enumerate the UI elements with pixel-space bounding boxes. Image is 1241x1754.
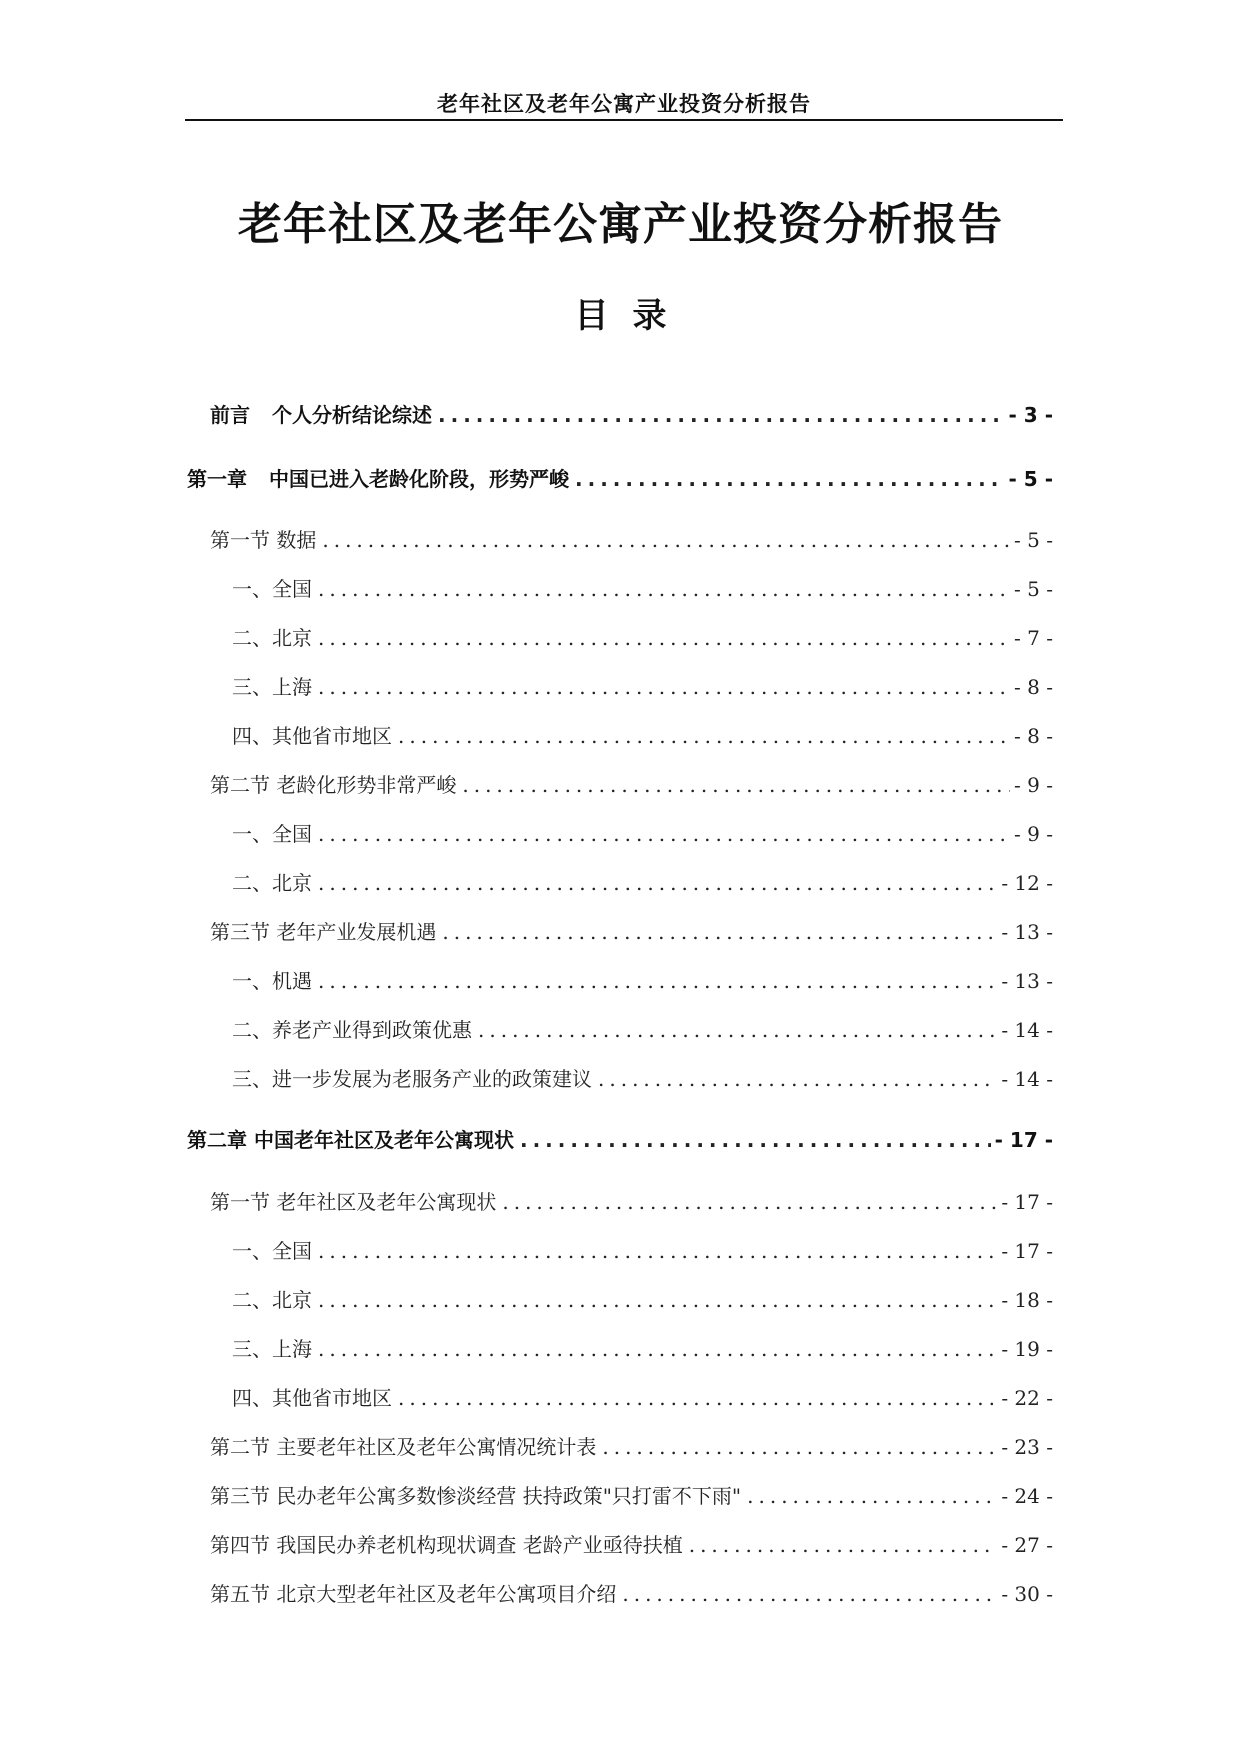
- toc-leader-dots: [318, 1238, 997, 1264]
- toc-entry-item[interactable]: [232, 674, 1053, 700]
- toc-entry-item[interactable]: [232, 1017, 1053, 1043]
- toc-entry-label: 一、机遇: [232, 969, 312, 993]
- toc-heading-char-2: 录: [632, 296, 667, 336]
- toc-entry-label: 第四节 我国民办养老机构现状调查 老龄产业亟待扶植: [210, 1533, 683, 1557]
- toc-entry-label: 三、上海: [232, 675, 312, 699]
- toc-leader-dots: [318, 968, 997, 994]
- toc-leader-dots: [598, 1066, 997, 1092]
- toc-entry-label: 四、其他省市地区: [232, 1386, 392, 1410]
- toc-leader-dots: [318, 1287, 997, 1313]
- toc-page-number: - 17 -: [1001, 1239, 1053, 1263]
- running-header: 老年社区及老年公寓产业投资分析报告: [437, 92, 811, 116]
- document-title: 老年社区及老年公寓产业投资分析报告: [238, 199, 1003, 250]
- toc-page-number: - 8 -: [1014, 675, 1053, 699]
- toc-entry-ch2-sec5[interactable]: [210, 1581, 1053, 1607]
- toc-entry-label: 四、其他省市地区: [232, 724, 392, 748]
- toc-page-number: - 5 -: [1014, 577, 1053, 601]
- toc-entry-label: 一、全国: [232, 822, 312, 846]
- toc-entry-label: 第三节 老年产业发展机遇: [210, 920, 437, 944]
- toc-entry-item[interactable]: [232, 1336, 1053, 1362]
- toc-entry-label: 第三节 民办老年公寓多数惨淡经营 扶持政策"只打雷不下雨": [210, 1484, 742, 1508]
- toc-entry-label: 第二节 主要老年社区及老年公寓情况统计表: [210, 1435, 597, 1459]
- toc-entry-label: 三、进一步发展为老服务产业的政策建议: [232, 1067, 592, 1091]
- toc-page-number: - 13 -: [1001, 920, 1053, 944]
- toc-page-number: - 7 -: [1014, 626, 1053, 650]
- toc-entry-label: 第二章 中国老年社区及老年公寓现状: [187, 1128, 514, 1152]
- toc-page-number: - 17 -: [994, 1128, 1053, 1152]
- toc-entry-label: 二、北京: [232, 626, 312, 650]
- toc-leader-dots: [398, 723, 1010, 749]
- toc-entry-ch1-sec1[interactable]: [210, 527, 1053, 553]
- toc-leader-dots: [520, 1127, 991, 1153]
- toc-leader-dots: [318, 821, 1010, 847]
- toc-page-number: - 18 -: [1001, 1288, 1053, 1312]
- toc-leader-dots: [322, 527, 1010, 553]
- toc-entry-item[interactable]: [232, 870, 1053, 896]
- toc-entry-item[interactable]: [232, 1385, 1053, 1411]
- toc-entry-label: 第五节 北京大型老年社区及老年公寓项目介绍: [210, 1582, 617, 1606]
- toc-leader-dots: [478, 1017, 997, 1043]
- toc-entry-item[interactable]: [232, 1066, 1053, 1092]
- toc-entry-label: 二、北京: [232, 1288, 312, 1312]
- toc-page-number: - 23 -: [1001, 1435, 1053, 1459]
- toc-page-number: - 9 -: [1014, 773, 1053, 797]
- toc-leader-dots: [747, 1483, 997, 1509]
- toc-page-number: - 14 -: [1001, 1018, 1053, 1042]
- toc-page-number: - 12 -: [1001, 871, 1053, 895]
- toc-entry-label: 第一节 数据: [210, 528, 317, 552]
- toc-entry-label: 二、养老产业得到政策优惠: [232, 1018, 472, 1042]
- toc-entry-chapter-1[interactable]: [187, 466, 1053, 492]
- toc-entry-preface[interactable]: [210, 402, 1053, 428]
- toc-entry-item[interactable]: [232, 1287, 1053, 1313]
- toc-page-number: - 9 -: [1014, 822, 1053, 846]
- toc-entry-ch2-sec2[interactable]: [210, 1434, 1053, 1460]
- toc-entry-label: 第二节 老龄化形势非常严峻: [210, 773, 457, 797]
- toc-entry-label: 二、北京: [232, 871, 312, 895]
- toc-entry-item[interactable]: [232, 1238, 1053, 1264]
- toc-page-number: - 14 -: [1001, 1067, 1053, 1091]
- toc-entry-ch1-sec3[interactable]: [210, 919, 1053, 945]
- toc-page-number: - 3 -: [1008, 403, 1053, 427]
- toc-entry-item[interactable]: [232, 968, 1053, 994]
- toc-entry-label: 三、上海: [232, 1337, 312, 1361]
- toc-leader-dots: [622, 1581, 997, 1607]
- toc-leader-dots: [438, 402, 1005, 428]
- toc-page-number: - 5 -: [1014, 528, 1053, 552]
- toc-entry-label: 第一章 中国已进入老龄化阶段，形势严峻: [187, 467, 569, 491]
- toc-page-number: - 22 -: [1001, 1386, 1053, 1410]
- toc-entry-item[interactable]: [232, 625, 1053, 651]
- toc-entry-ch2-sec4[interactable]: [210, 1532, 1053, 1558]
- toc-entry-ch2-sec3[interactable]: [210, 1483, 1053, 1509]
- toc-page-number: - 13 -: [1001, 969, 1053, 993]
- toc-page-number: - 17 -: [1001, 1190, 1053, 1214]
- toc-entry-item[interactable]: [232, 821, 1053, 847]
- toc-leader-dots: [318, 625, 1010, 651]
- toc-page-number: - 24 -: [1001, 1484, 1053, 1508]
- toc-leader-dots: [318, 576, 1010, 602]
- toc-leader-dots: [462, 772, 1010, 798]
- toc-leader-dots: [318, 674, 1010, 700]
- toc-page-number: - 27 -: [1001, 1533, 1053, 1557]
- toc-page-number: - 5 -: [1008, 467, 1053, 491]
- toc-entry-ch1-sec2[interactable]: [210, 772, 1053, 798]
- toc-entry-label: 前言 个人分析结论综述: [210, 403, 432, 427]
- toc-page-number: - 30 -: [1001, 1582, 1053, 1606]
- toc-page-number: - 19 -: [1001, 1337, 1053, 1361]
- toc-leader-dots: [442, 919, 997, 945]
- toc-page-number: - 8 -: [1014, 724, 1053, 748]
- toc-leader-dots: [602, 1434, 997, 1460]
- toc-leader-dots: [318, 1336, 997, 1362]
- toc-leader-dots: [575, 466, 1005, 492]
- toc-leader-dots: [502, 1189, 997, 1215]
- toc-leader-dots: [398, 1385, 997, 1411]
- toc-entry-label: 一、全国: [232, 577, 312, 601]
- toc-entry-item[interactable]: [232, 723, 1053, 749]
- toc-leader-dots: [318, 870, 997, 896]
- toc-leader-dots: [689, 1532, 998, 1558]
- toc-entry-label: 一、全国: [232, 1239, 312, 1263]
- toc-entry-label: 第一节 老年社区及老年公寓现状: [210, 1190, 497, 1214]
- toc-entry-item[interactable]: [232, 576, 1053, 602]
- toc-heading-char-1: 目: [574, 296, 609, 336]
- toc-entry-chapter-2[interactable]: [187, 1127, 1053, 1153]
- toc-entry-ch2-sec1[interactable]: [210, 1189, 1053, 1215]
